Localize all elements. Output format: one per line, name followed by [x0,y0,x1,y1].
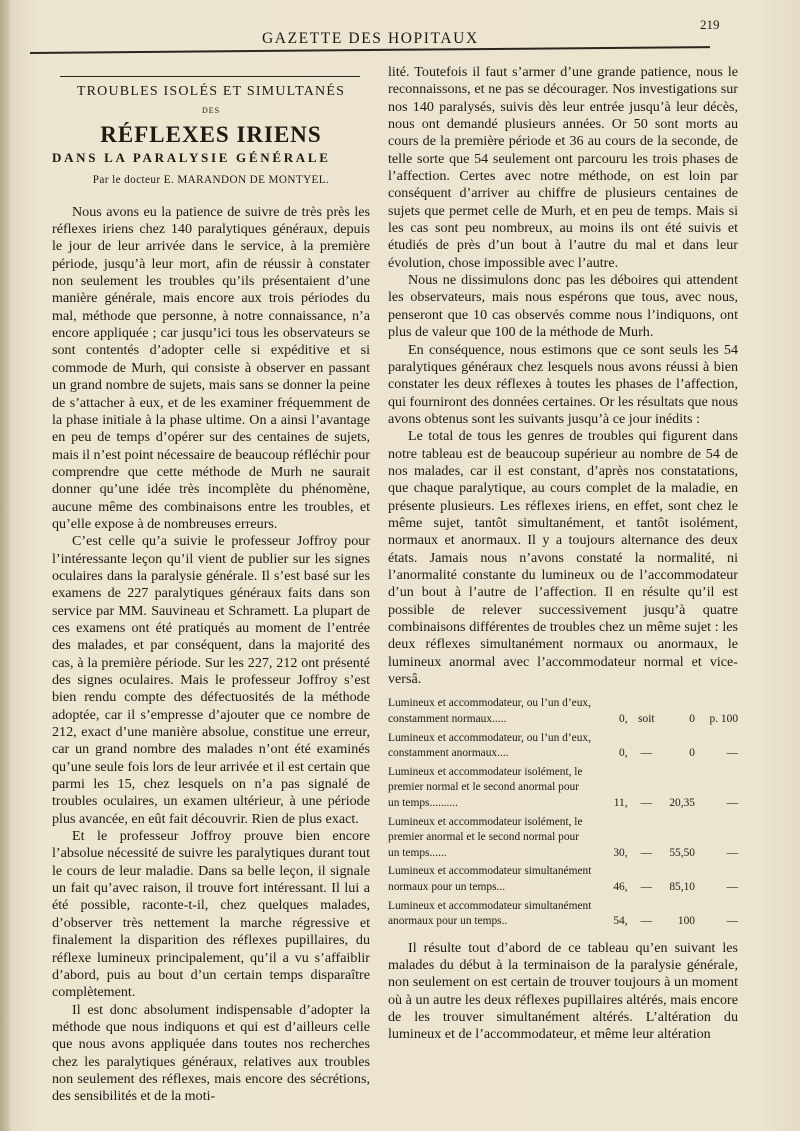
left-paragraph-2: C’est celle qu’a suivie le professeur Joffroy pour l’intéressante leçon qu’il vient de publier sur les signes oculaires dans la paralysie générale. Il s’est basé sur les examens de 227 paralytiques généraux faits dans son service par MM. Sauvineau et Schramett. La plupart de ces examens ont été pratiqués au moment de l’entrée des malades, et par conséquent, dans la majorité des cas, à la première période. Sur les 227, 212 ont présenté des signes oculaires. Mais le professeur Joffroy s’est bien rendu compte des défectuosités de la méthode adoptée, car il s’empresse d’ajouter que ce nombre de 212, exact d’une manière absolue, constitue une erreur, car un grand nombre des malades n’ont été examinés qu’une seule fois lors de leur arrivée et il est certain que parmi les 15, chez lesquels on n’a pas signalé de troubles oculaires, un examen ultérieur, à une période plus avancée, en eût fait découvrir. Rien de plus exact. [52,533,370,827]
table-row [388,765,738,812]
table-row-count: 0, [619,712,628,725]
table-row-count: 30, [613,846,628,859]
table-row-percent: 55,50 [669,846,695,859]
table-row-unit: p. 100 [709,712,739,725]
table-row-count: 54, [613,915,628,928]
article-title-line1: TROUBLES ISOLÉS ET SIMULTANÉS [76,84,346,99]
table-row-word: — [640,915,652,928]
table-row-label: Lumineux et accommodateur simultanément normaux pour un temps... [388,865,592,893]
article-title-main: RÉFLEXES IRIENS [100,121,322,147]
article-title-des: DES [201,106,221,116]
table-row-label: Lumineux et accommodateur isolément, le premier normal et le second anormal pour un temps.......... [388,765,583,809]
left-paragraph-1: Nous avons eu la patience de suivre de très près les réflexes iriens chez 140 paralytiques généraux, depuis le jour de leur arrivée dans le service, à la première période, jusqu’à leur mort, afin de réussir à constater non seulement les troubles qu’ils présentaient d’une manière générale, mais encore aux trois périodes du mal, méthode que personne, à notre connaissance, n’a encore appliquée ; car jusqu’ici tous les observateurs se sont contentés d’adopter celle si expéditive et si commode de Murh, qui consiste à observer en passant un grand nombre de sujets, mais sans se donner la peine de s’attacher à eux, et de les examiner fréquemment de la phase initiale à la phase ultime. On a ainsi l’avantage en peu de temps d’opérer sur des centaines de sujets, mais il n’est point nécessaire de beaucoup réfléchir pour comprendre que cette méthode de Murh ne saurait donner qu’une idée très incomplète du phénomène, aucune même des combinaisons entre les troubles, et qu’elle expose à de nombreuses erreurs. [52,203,370,532]
page-number: 219 [700,17,720,32]
table-row-percent: 85,10 [669,880,695,893]
table-row [388,815,738,862]
table-row [388,864,738,895]
right-paragraph-1: lité. Toutefois il faut s’armer d’une grande patience, nous le reconnaissons, et ne pas se décourager. Nos investigations sur nos 140 paralysés, suivis dès leur entrée jusqu’à leur décès, nous ont demandé plusieurs années. Or 50 sont morts au cours de la première période et 36 au cours de la seconde, de telle sorte que 54 seulement ont parcouru les trois phases de l’affection. Certes avec notre méthode, on est loin par conséquent d’arriver au chiffre de plusieurs centaines de sujets que permet celle de Murh, et en peu de temps. Mais si les cas sont peu nombreux, au moins ils ont été suivis et étudiés de près d’un bout à l’autre du mal et dans leur évolution, chose impossible avec l’autre. [388,64,738,271]
right-paragraph-after-table: Il résulte tout d’abord de ce tableau qu’en suivant les malades du début à la terminaison de la paralysie générale, non seulement on est certain de trouver toujours à un moment où à un autre les deux réflexes pupillaires altérés, mais encore de les trouver simultanément altérés. L’altération du lumineux et de l’accommodateur, et même leur altération [388,939,738,1043]
table-row [388,899,738,930]
table-row [388,731,738,762]
left-paragraph-4: Il est donc absolument indispensable d’adopter la méthode que nous indiquons et qui est d’ailleurs celle que nous avons appliquée dans toutes nos recherches chez les paralytiques généraux, relatives aux troubles non seulement des réflexes, mais encore des sécrétions, des sensibilités et de la moti- [52,1001,370,1105]
running-title: GAZETTE DES HOPITAUX [262,30,479,47]
title-rule-top [60,76,360,77]
table-row-unit: — [726,747,739,760]
right-column [388,64,738,1044]
table-row-unit: — [726,880,739,893]
article-title-line3: DANS LA PARALYSIE GÉNÉRALE [52,150,331,166]
table-row-percent: 100 [677,915,695,928]
right-paragraph-2: Nous ne dissimulons donc pas les déboires qui attendent les observateurs, mais nous espérons que tous, avec nous, penseront que 10 cas observés comme nous l’indiquons, ont plus de valeur que 100 de la méthode de Murh. [388,272,738,341]
table-row-unit: — [726,846,739,859]
table-row-word: soit [638,712,655,725]
table-row-label: Lumineux et accommodateur, ou l’un d’eux, constamment normaux..... [388,697,591,725]
table-row-word: — [640,880,652,893]
left-paragraph-3: Et le professeur Joffroy prouve bien encore l’absolue nécessité de suivre les paralytiques durant tout le cours de leur maladie. Dans sa belle leçon, il signale un fait qu’avec raison, il trouve fort intéressant. Il lui a été possible, raconte-t-il, chez quelques malades, d’observer très nettement la marche régressive et finalement la disparition des réflexes pupillaires, du réflexe lumineux principalement, qu’il a vu s’affaiblir d’abord, puis au bout d’un certain temps disparaître complètement. [52,828,370,1001]
running-header [0,0,800,60]
right-paragraph-3: En conséquence, nous estimons que ce sont seuls les 54 paralytiques généraux chez lesquels nous avons réussi à bien constater les deux réflexes à toutes les phases de l’affection, qui fourniront des données certaines. Or les résultats que nous avons obtenus sont les suivants jusqu’à ce jour inédits : [388,341,738,427]
table-row-count: 0, [619,747,628,760]
table-row-word: — [640,796,652,809]
table-row [388,696,738,727]
page-spine-shadow [0,0,10,1131]
table-row-unit: — [726,915,739,928]
table-row-word: — [640,747,652,760]
table-row-percent: 0 [689,747,695,760]
table-row-percent: 0 [689,712,695,725]
right-paragraph-4: Le total de tous les genres de troubles qui figurent dans notre tableau est de beaucoup supérieur au nombre de 54 de nos malades, car il est constant, d’après nos constatations, que chaque paralytique, au cours complet de la maladie, en présente plusieurs. Les réflexes iriens, en effet, sont chez le même sujet, tantôt simultanément, et tantôt isolément, normaux et anormaux. Il y a toujours alternance des deux états. Jamais nous n’avons constaté la normalité, ni l’anormalité constante du lumineux ou de l’accommodateur d’un bout à l’autre de l’affection. Il en résulte qu’il est possible de relever successivement jusqu’à quatre combinaisons différentes de troubles chez un même sujet : les deux réflexes simultanément normaux ou anormaux, le lumineux anormal avec l’accommodateur normal et vice-versâ. [388,428,738,688]
table-row-count: 46, [613,880,628,893]
table-row-count: 11, [613,796,628,809]
table-row-label: Lumineux et accommodateur, ou l’un d’eux, constamment anormaux.... [388,731,591,760]
left-column [52,72,370,1106]
table-row-label: Lumineux et accommodateur isolément, le premier anormal et le second normal pour un temps...... [388,815,583,859]
table-row-unit: — [726,796,739,809]
table-row-percent: 20,35 [669,796,695,809]
table-row-word: — [640,846,652,859]
results-table [388,696,738,929]
table-row-label: Lumineux et accommodateur simultanément anormaux pour un temps.. [388,899,592,928]
article-byline: Par le docteur E. MARANDON DE MONTYEL. [92,174,330,187]
